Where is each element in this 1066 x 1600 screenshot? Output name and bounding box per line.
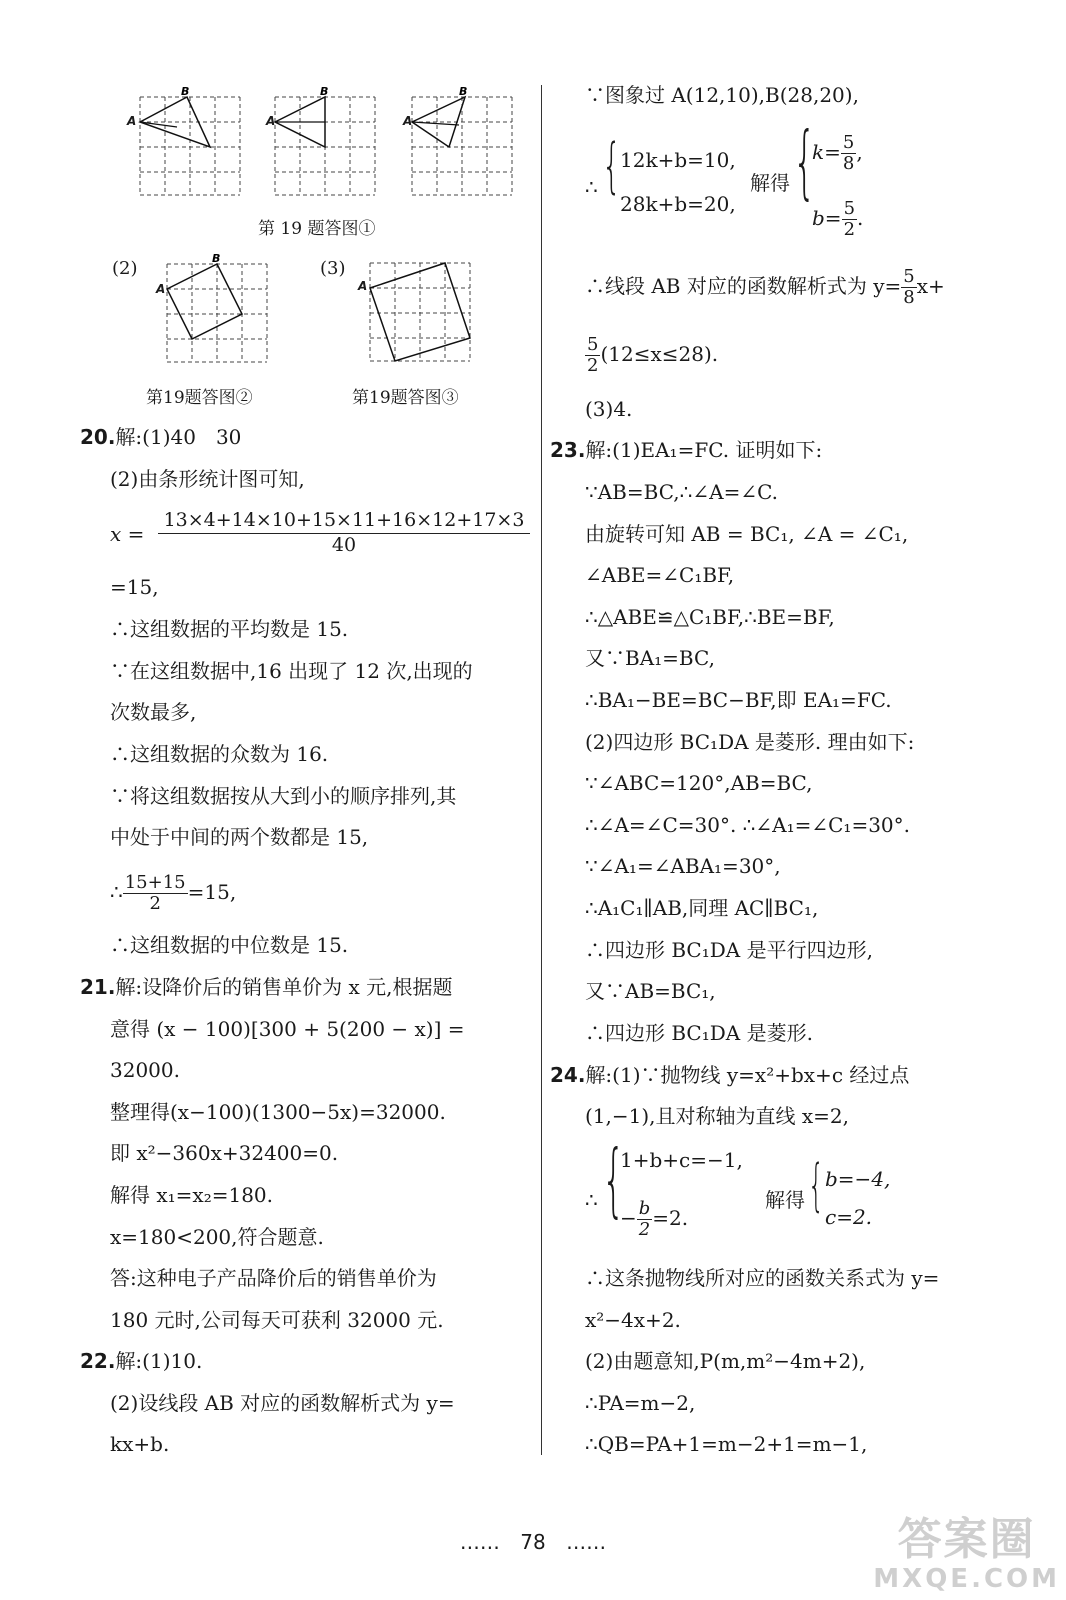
q20-line-9: 中处于中间的两个数都是 15, [110,825,369,849]
footer-dots-right: …… [566,1530,607,1554]
point-b-label: B [181,85,190,98]
point-b-label-4: B [212,252,221,265]
q23-line-5: ∴△ABE≌△C₁BF,∴BE=BF, [585,605,835,629]
q21-line-8: 答:这种电子产品降价后的销售单价为 [110,1266,437,1290]
q24-system-eq1: 1+b+c=−1, [620,1148,743,1172]
q20-line-10: ∴这组数据的中位数是 15. [110,933,349,957]
q20-line-2: (2)由条形统计图可知, [110,467,305,491]
q22-line-5: ∴线段 AB 对应的函数解析式为 y= $\frac{5}{8}$ x+ [585,266,945,308]
q22-b-solution: b= $\frac{5}{2}$ . [812,198,864,240]
q21-number: 21. [80,975,116,999]
q23-line-7: ∴BA₁−BE=BC−BF,即 EA₁=FC. [585,688,892,712]
q22-line-6: $\frac{5}{2}$ (12≤x≤28). [587,334,719,376]
q23-line-14: 又∵AB=BC₁, [585,979,716,1003]
q23-line-9: ∵∠ABC=120°,AB=BC, [585,771,813,795]
figure-caption-3: 第19题答图③ [352,388,459,408]
q22-line-2: (2)设线段 AB 对应的函数解析式为 y= [110,1391,455,1415]
q22-brace-left: { [602,131,622,201]
q20-line-8: ∵将这组数据按从大到小的顺序排列,其 [110,784,457,808]
q23-line-10: ∴∠A=∠C=30°. ∴∠A₁=∠C₁=30°. [585,813,911,837]
figure-label-2: (2) [112,258,138,279]
page-number: 78 [520,1530,546,1554]
watermark-line-2: MXQE.COM [873,1564,1060,1594]
q24-brace-right: { [808,1153,825,1218]
point-a-label-5: A [358,279,368,293]
q20-median-line: ∴ $\frac{15+15}{2}$ =15, [110,872,237,914]
q23-number: 23. [550,438,586,462]
q22-line-1: 22.解:(1)10. [80,1349,203,1373]
q24-system-prefix: ∴ [585,1188,598,1212]
q24-result-1: b=−4, [825,1167,891,1191]
q22-line-4: ∵图象过 A(12,10),B(28,20), [585,83,859,107]
point-a-label-2: A [266,114,276,128]
q23-line-4: ∠ABE=∠C₁BF, [585,563,735,587]
figure-19-1-grid-c [407,85,517,200]
q22-system-prefix: ∴ [585,175,598,199]
q22-system-eq1: 12k+b=10, [620,148,736,172]
figure-caption-2: 第19题答图② [146,388,253,408]
point-b-label-2: B [320,85,329,98]
q20-mean-numerator: 13×4+14×10+15×11+16×12+17×3 [158,509,530,534]
q24-line-1: 24.解:(1)∵抛物线 y=x²+bx+c 经过点 [550,1063,910,1087]
figure-caption-1: 第 19 题答图① [258,219,376,239]
point-a-label: A [127,114,137,128]
q24-line-4: x²−4x+2. [585,1308,681,1332]
q23-line-2: ∵AB=BC,∴∠A=∠C. [585,480,779,504]
q20-line-4: ∴这组数据的平均数是 15. [110,617,349,641]
q23-line-3: 由旋转可知 AB = BC₁, ∠A = ∠C₁, [585,522,909,546]
figure-19-1-grid-b [270,85,380,200]
q21-line-9: 180 元时,公司每天可获利 32000 元. [110,1308,444,1332]
q24-line-7: ∴QB=PA+1=m−2+1=m−1, [585,1432,868,1456]
q20-median-fraction: $\frac{15+15}{2}$ [124,872,186,914]
q21-line-1: 21.解:设降价后的销售单价为 x 元,根据题 [80,975,453,999]
q20-line-7: ∴这组数据的众数为 16. [110,742,329,766]
q20-line-5: ∵在这组数据中,16 出现了 12 次,出现的 [110,659,473,683]
q21-line-4: 整理得(x−100)(1300−5x)=32000. [110,1100,446,1124]
q20-mean-lhs: x = [110,522,145,546]
q20-number: 20. [80,425,116,449]
q22-number: 22. [80,1349,116,1373]
q23-line-13: ∴四边形 BC₁DA 是平行四边形, [585,938,873,962]
q20-line-3: =15, [110,575,159,599]
q20-line-6: 次数最多, [110,700,197,724]
q21-line-3: 32000. [110,1058,180,1082]
q24-line-3: ∴这条抛物线所对应的函数关系式为 y= [585,1266,940,1290]
point-a-label-4: A [156,282,166,296]
watermark-line-1: 答案圈 [897,1514,1036,1565]
q22-system-eq2: 28k+b=20, [620,192,736,216]
q23-line-8: (2)四边形 BC₁DA 是菱形. 理由如下: [585,730,915,754]
q21-line-5: 即 x²−360x+32400=0. [110,1141,339,1165]
q22-brace-right: { [793,115,816,208]
figure-label-3: (3) [320,258,346,279]
q21-line-2: 意得 (x − 100)[300 + 5(200 − x)] = [110,1017,465,1041]
point-a-label-3: A [403,114,413,128]
q20-mean-denominator: 40 [331,534,357,556]
q24-brace-left: { [602,1133,625,1226]
q24-solve-label: 解得 [765,1188,805,1212]
q22-line-7: (3)4. [585,397,633,421]
q22-line-3: kx+b. [110,1432,170,1456]
q24-number: 24. [550,1063,586,1087]
q23-line-1: 23.解:(1)EA₁=FC. 证明如下: [550,438,823,462]
q23-line-12: ∴A₁C₁∥AB,同理 AC∥BC₁, [585,896,819,920]
column-divider [541,85,542,1455]
q23-line-15: ∴四边形 BC₁DA 是菱形. [585,1021,813,1045]
q24-system-eq2: − $\frac{b}{2}$ =2. [620,1198,689,1240]
q22-solve-label: 解得 [750,171,790,195]
q20-line-1: 20.解:(1)40 30 [80,425,242,449]
q23-line-11: ∵∠A₁=∠ABA₁=30°, [585,854,781,878]
q24-line-5: (2)由题意知,P(m,m²−4m+2), [585,1349,866,1373]
q24-line-2: (1,−1),且对称轴为直线 x=2, [585,1104,850,1128]
figure-19-1-grid-a [135,85,245,200]
q22-k-solution: k= $\frac{5}{8}$ , [812,132,863,174]
q20-mean-fraction [158,509,530,556]
q24-line-6: ∴PA=m−2, [585,1391,696,1415]
q23-line-6: 又∵BA₁=BC, [585,646,715,670]
q24-result-2: c=2. [825,1205,873,1229]
figure-19-2-grid [162,252,272,367]
q21-line-6: 解得 x₁=x₂=180. [110,1183,273,1207]
point-b-label-3: B [459,85,468,98]
footer-dots-left: …… [459,1530,500,1554]
figure-19-3-grid [365,255,475,370]
watermark-logo [873,1516,1060,1594]
q21-line-7: x=180<200,符合题意. [110,1225,324,1249]
